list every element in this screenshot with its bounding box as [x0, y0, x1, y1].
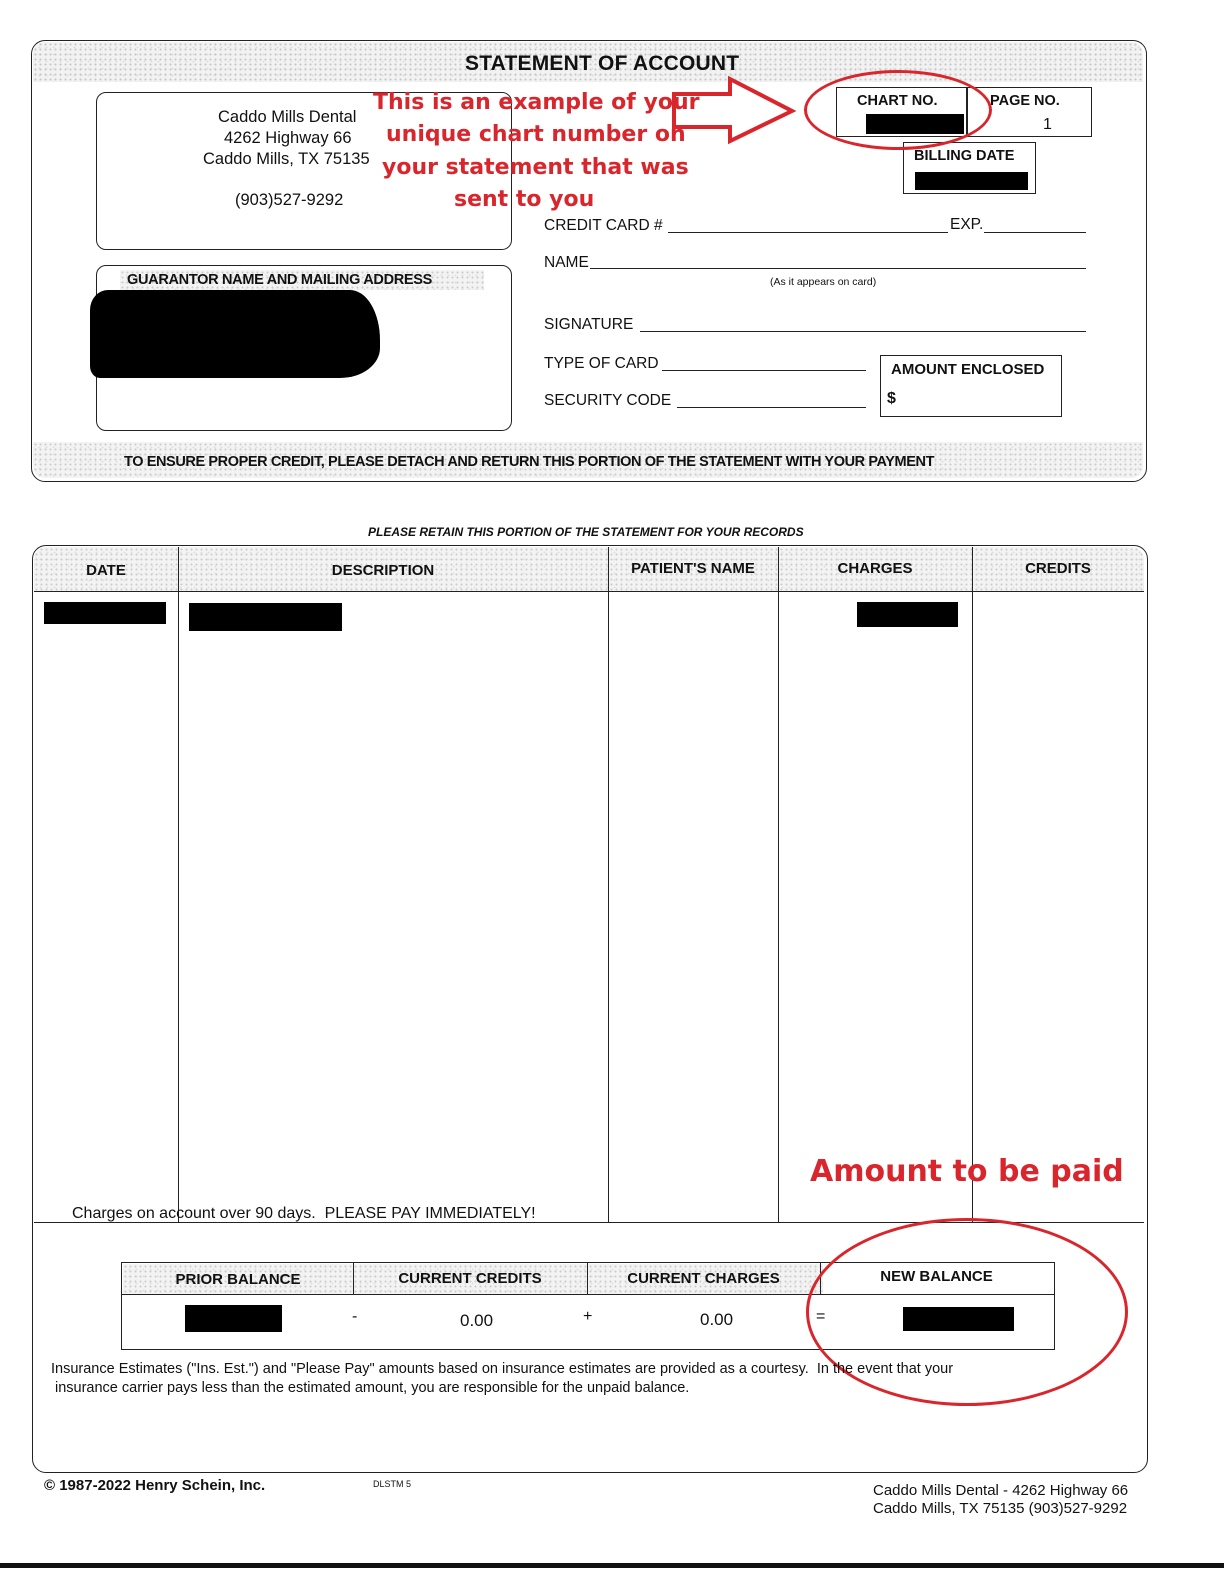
insurance-note-line1: Insurance Estimates ("Ins. Est.") and "Please Pay" amounts based on insurance estimates are provided as a courtesy. In the event that your [51, 1361, 954, 1377]
copyright: © 1987-2022 Henry Schein, Inc. [44, 1477, 266, 1494]
page-number-label: PAGE NO. [990, 93, 1060, 109]
retain-note: PLEASE RETAIN THIS PORTION OF THE STATEMENT FOR YOUR RECORDS [368, 525, 804, 539]
practice-address-line2: Caddo Mills, TX 75135 [203, 150, 370, 168]
summary-header-new-balance: NEW BALANCE [880, 1268, 993, 1285]
form-code: DLSTM 5 [373, 1479, 412, 1489]
col-divider-description [608, 547, 609, 1222]
billing-date-label: BILLING DATE [914, 148, 1015, 164]
page-bottom-rule [0, 1563, 1224, 1568]
prior-balance-redacted [185, 1305, 282, 1332]
exp-field[interactable] [984, 232, 1086, 233]
name-note: (As it appears on card) [770, 276, 877, 288]
exp-label: EXP. [950, 216, 984, 233]
chart-number-label: CHART NO. [857, 93, 938, 109]
header-description: DESCRIPTION [331, 562, 435, 579]
summary-header-current-charges: CURRENT CHARGES [627, 1270, 780, 1287]
header-charges: CHARGES [837, 560, 913, 577]
chart-note-line3: your statement that was [382, 155, 689, 180]
billing-date-redacted [915, 172, 1028, 190]
cardholder-name-field[interactable] [590, 268, 1086, 269]
chart-number-highlight-ellipse [804, 70, 992, 150]
detach-note: TO ENSURE PROPER CREDIT, PLEASE DETACH AND RETURN THIS PORTION OF THE STATEMENT WITH YOUR PAYMENT [124, 454, 935, 470]
chart-note-line1: This is an example of your [373, 90, 700, 115]
col-divider-charges [972, 547, 973, 1222]
guarantor-label: GUARANTOR NAME AND MAILING ADDRESS [127, 272, 433, 288]
new-balance-highlight-ellipse [806, 1218, 1128, 1406]
practice-name: Caddo Mills Dental [218, 108, 357, 126]
guarantor-address-redacted [90, 290, 380, 378]
current-credits-value: 0.00 [460, 1311, 494, 1330]
practice-address-line1: 4262 Highway 66 [224, 129, 352, 147]
credit-card-field[interactable] [668, 232, 948, 233]
operator-minus: - [352, 1308, 358, 1325]
chart-note-line2: unique chart number on [386, 122, 686, 147]
summary-header-current-credits: CURRENT CREDITS [398, 1270, 542, 1287]
summary-header-prior-balance: PRIOR BALANCE [175, 1271, 301, 1288]
card-type-field[interactable] [662, 370, 866, 371]
table-header-divider [34, 591, 1144, 592]
operator-equals: = [816, 1308, 826, 1325]
amount-note: Amount to be paid [810, 1154, 1124, 1189]
security-code-label: SECURITY CODE [544, 392, 672, 409]
col-divider-patient [778, 547, 779, 1222]
header-credits: CREDITS [1025, 560, 1091, 577]
row-charges-redacted [857, 602, 958, 627]
card-type-label: TYPE OF CARD [544, 355, 659, 372]
footer-address-line1: Caddo Mills Dental - 4262 Highway 66 [873, 1482, 1129, 1499]
overdue-message: Charges on account over 90 days. PLEASE PAY IMMEDIATELY! [72, 1205, 536, 1222]
cardholder-name-label: NAME [544, 254, 589, 271]
credit-card-label: CREDIT CARD # [544, 217, 663, 234]
chart-note-line4: sent to you [454, 187, 595, 212]
statement-title: STATEMENT OF ACCOUNT [465, 52, 740, 75]
header-date: DATE [86, 562, 126, 579]
insurance-note-line2: insurance carrier pays less than the estimated amount, you are responsible for the unpaid balance. [55, 1380, 690, 1396]
header-patient-name: PATIENT'S NAME [631, 560, 755, 577]
current-charges-value: 0.00 [700, 1310, 734, 1329]
amount-enclosed-label: AMOUNT ENCLOSED [891, 361, 1045, 378]
amount-dollar-sign: $ [887, 390, 896, 407]
col-divider-date [178, 547, 179, 1222]
signature-field[interactable] [640, 331, 1086, 332]
security-code-field[interactable] [677, 407, 866, 408]
row-description-redacted [189, 603, 342, 631]
operator-plus: + [583, 1308, 593, 1325]
footer-address-line2: Caddo Mills, TX 75135 (903)527-9292 [873, 1500, 1128, 1517]
practice-phone: (903)527-9292 [235, 191, 344, 209]
row-date-redacted [44, 602, 166, 624]
page-number-value: 1 [1043, 116, 1052, 133]
signature-label: SIGNATURE [544, 316, 634, 333]
